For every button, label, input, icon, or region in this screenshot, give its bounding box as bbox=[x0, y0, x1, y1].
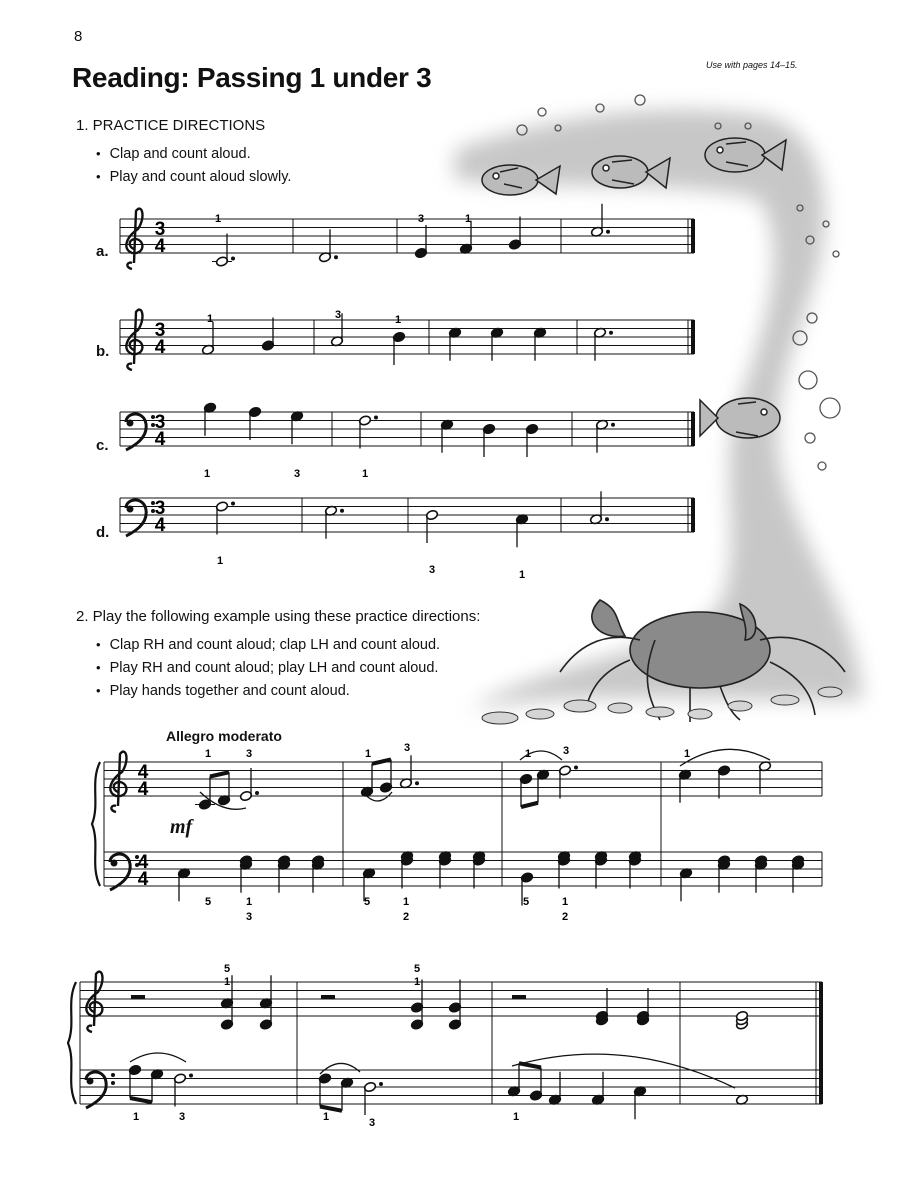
fingering: 3 bbox=[245, 748, 253, 760]
time-signature-top: 4 bbox=[137, 852, 149, 873]
bass-clef-icon bbox=[126, 500, 146, 536]
fingering: 1 bbox=[512, 1111, 520, 1123]
row-label-d: d. bbox=[96, 524, 110, 541]
time-signature-bottom: 4 bbox=[137, 779, 149, 800]
row-label-b: b. bbox=[96, 343, 110, 360]
bullet: • Clap and count aloud. bbox=[96, 142, 291, 165]
fingering: 3 bbox=[293, 468, 301, 480]
fingering: 1 bbox=[524, 748, 532, 760]
bass-clef-icon bbox=[110, 854, 130, 890]
note-beam bbox=[372, 760, 391, 764]
bullet: • Play hands together and count aloud. bbox=[96, 679, 440, 702]
fingering: 5 bbox=[363, 896, 371, 908]
note-dot bbox=[605, 517, 609, 521]
slur bbox=[130, 1053, 186, 1062]
fingering: 1 bbox=[216, 555, 224, 567]
fingering: 3 bbox=[334, 309, 342, 321]
treble-clef-icon bbox=[126, 209, 142, 269]
note-dot bbox=[334, 255, 338, 259]
tempo-marking: Allegro moderato bbox=[166, 728, 282, 744]
time-signature-top: 4 bbox=[137, 762, 149, 783]
fingering: 3 bbox=[417, 213, 425, 225]
fingering: 1 bbox=[413, 976, 421, 988]
note-dot bbox=[609, 331, 613, 335]
bass-clef-dot bbox=[127, 506, 134, 513]
dynamic-marking: mf bbox=[170, 816, 193, 838]
time-signature-bottom: 4 bbox=[137, 869, 149, 890]
note-dot bbox=[189, 1074, 193, 1078]
fingering: 1 bbox=[206, 313, 214, 325]
bass-clef-dot bbox=[111, 1081, 115, 1085]
final-barline-thick bbox=[691, 412, 695, 446]
fingering: 5 bbox=[522, 896, 530, 908]
fingering: 1 bbox=[464, 213, 472, 225]
time-signature-top: 3 bbox=[154, 412, 166, 433]
slur bbox=[320, 1063, 360, 1074]
fingering: 3 bbox=[428, 564, 436, 576]
time-signature-top: 3 bbox=[154, 219, 166, 240]
bass-clef-dot bbox=[111, 860, 118, 867]
final-barline-thick bbox=[819, 982, 823, 1104]
fingering: 1 bbox=[245, 896, 253, 908]
note-dot bbox=[611, 423, 615, 427]
fingering: 2 bbox=[402, 911, 410, 923]
fingering: 5 bbox=[204, 896, 212, 908]
fingering: 1 bbox=[203, 468, 211, 480]
fingering: 3 bbox=[368, 1117, 376, 1129]
bullet: • Play RH and count aloud; play LH and count aloud. bbox=[96, 656, 440, 679]
half-rest bbox=[131, 995, 145, 999]
treble-clef-icon bbox=[110, 752, 126, 812]
treble-clef-icon bbox=[126, 310, 142, 370]
fingering: 1 bbox=[561, 896, 569, 908]
fingering: 1 bbox=[132, 1111, 140, 1123]
note-dot bbox=[574, 766, 578, 770]
grand-staff-brace bbox=[92, 762, 100, 886]
fingering: 3 bbox=[562, 745, 570, 757]
time-signature-bottom: 4 bbox=[154, 515, 166, 536]
note-dot bbox=[374, 416, 378, 420]
section2-heading: 2. Play the following example using these practice directions: bbox=[76, 608, 481, 625]
fingering: 1 bbox=[518, 569, 526, 581]
note-dot bbox=[415, 781, 419, 785]
note-dot bbox=[379, 1082, 383, 1086]
note-dot bbox=[231, 502, 235, 506]
fingering: 1 bbox=[204, 748, 212, 760]
grand-staff-brace bbox=[68, 982, 76, 1104]
fingering: 3 bbox=[245, 911, 253, 923]
time-signature-top: 3 bbox=[154, 320, 166, 341]
treble-clef-icon bbox=[86, 972, 102, 1032]
half-rest bbox=[512, 995, 526, 999]
bass-clef-dot bbox=[127, 420, 134, 427]
fingering: 2 bbox=[561, 911, 569, 923]
fingering: 1 bbox=[322, 1111, 330, 1123]
fingering: 5 bbox=[413, 963, 421, 975]
use-with-note: Use with pages 14–15. bbox=[706, 60, 798, 70]
slur bbox=[680, 749, 770, 766]
bass-clef-icon bbox=[126, 414, 146, 450]
fingering: 3 bbox=[178, 1111, 186, 1123]
bass-clef-dot bbox=[87, 1078, 94, 1085]
note-dot bbox=[255, 791, 259, 795]
bass-clef-dot bbox=[111, 1073, 115, 1077]
fingering: 1 bbox=[214, 213, 222, 225]
final-barline-thick bbox=[691, 498, 695, 532]
section1-heading: 1. PRACTICE DIRECTIONS bbox=[76, 117, 266, 134]
fingering: 1 bbox=[394, 314, 402, 326]
fingering: 1 bbox=[361, 468, 369, 480]
row-label-c: c. bbox=[96, 437, 109, 454]
fingering: 5 bbox=[223, 963, 231, 975]
note-dot bbox=[231, 257, 235, 261]
time-signature-bottom: 4 bbox=[154, 337, 166, 358]
slur bbox=[512, 1054, 735, 1088]
fingering: 1 bbox=[223, 976, 231, 988]
time-signature-bottom: 4 bbox=[154, 429, 166, 450]
half-rest bbox=[321, 995, 335, 999]
fingering: 1 bbox=[364, 748, 372, 760]
bass-clef-icon bbox=[86, 1072, 106, 1108]
page-title: Reading: Passing 1 under 3 bbox=[72, 62, 432, 93]
row-label-a: a. bbox=[96, 243, 109, 260]
note-dot bbox=[340, 509, 344, 513]
page-number: 8 bbox=[74, 28, 83, 45]
time-signature-bottom: 4 bbox=[154, 236, 166, 257]
note-beam bbox=[130, 1098, 152, 1102]
bullet: • Play and count aloud slowly. bbox=[96, 165, 291, 188]
note-beam bbox=[521, 803, 538, 807]
fingering: 1 bbox=[402, 896, 410, 908]
final-barline-thick bbox=[691, 320, 695, 354]
note-dot bbox=[606, 230, 610, 234]
fingering: 3 bbox=[403, 742, 411, 754]
fingering: 1 bbox=[683, 748, 691, 760]
bullet: • Clap RH and count aloud; clap LH and count aloud. bbox=[96, 633, 440, 656]
final-barline-thick bbox=[691, 219, 695, 253]
note-beam bbox=[210, 772, 229, 776]
time-signature-top: 3 bbox=[154, 498, 166, 519]
